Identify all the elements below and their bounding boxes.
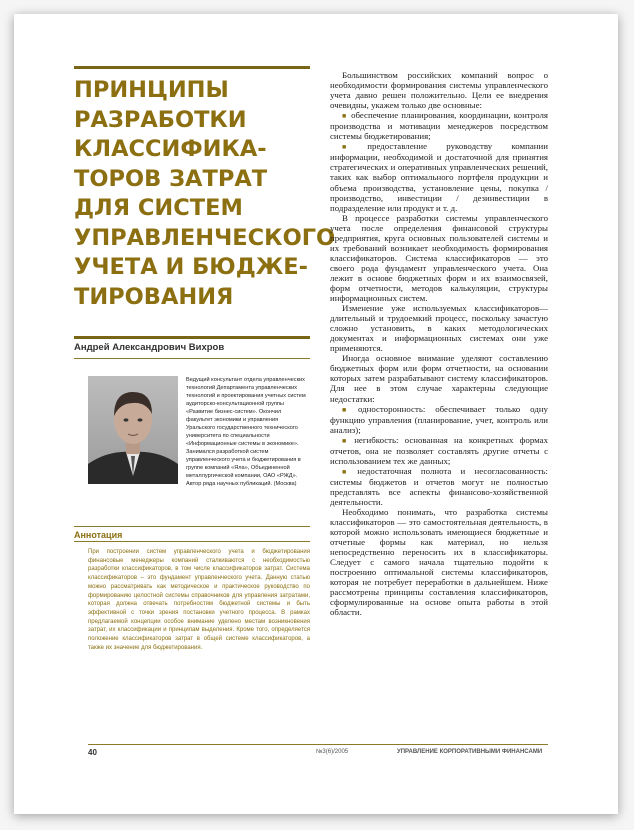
title-line: РАЗРАБОТКИ — [74, 106, 247, 133]
body-paragraph: В процессе разработки системы управленческого учета после определения финансовой структуры предприятия, круга основных пользователей системы и их требований возникает необходимость формирования классификаторов. Система классификаторов — это своего рода фундамент управленческого учета. Она лежит в основе бюджетных форм и их взаимосвязей, форм отчетности, методов калькуляции, структуры информационных систем. — [330, 212, 548, 304]
annotation-text: При построении систем управленческого учета и бюджетирования финансовые менеджеры компаний сталкиваются с необходимостью разработки классификаторов, в том числе классификаторов затрат. Система классификаторов – это фундамент управленческого учета. Данную статью можно рассматривать как методическое и практическое руководство по формированию целостной системы справочников для управления затратами, которая должна отвечать потребностям бюджетной системы и быть эффективной с точки зрения постановки учетного процесса. В рамках предлагаемой концепции особое внимание уделено местам возникновения затрат, их классификации и принципам выделения. Кроме того, определяется положение классификаторов затрат в общей системе классификаторов, а также их значение для бюджетирования. — [88, 549, 310, 651]
article-title — [74, 76, 336, 312]
annotation-heading-rule — [74, 541, 310, 542]
bullet-square-icon: ■ — [342, 143, 364, 152]
title-line: УПРАВЛЕНЧЕСКОГО — [74, 224, 336, 251]
journal-name: УПРАВЛЕНИЕ КОРПОРАТИВНЫМИ ФИНАНСАМИ — [397, 749, 543, 755]
author-portrait-image — [88, 376, 178, 484]
author-name: Андрей Александрович Вихров — [74, 342, 225, 353]
body-paragraph: Необходимо понимать, что разработка системы классификаторов — это самостоятельная деятельность, в которой можно использовать имеющиеся бюджетные и отчетные формы как материал, но нельзя непосредственно переносить их в классификаторы. Следует с самого начала тщательно подойти к построению оптимальной системы классификаторов, которая не потребует переработки в дальнейшем. Ниже рассмотрены принципы составления классификаторов, сформулированные на основе опыта работы в этой области. — [330, 507, 548, 618]
body-paragraph: Иногда основное внимание уделяют составлению бюджетных форм или форм отчетности, на основании которых затем разрабатывают систему классификаторов. Для нее в этом случае характерны следующие недостатки: — [330, 353, 548, 404]
title-line: ТОРОВ ЗАТРАТ — [74, 165, 268, 192]
body-paragraph: Большинством российских компаний вопрос о необходимости формирования системы управленческого учета давно решен положительно. Цели ее внедрения очевидны, укажем только две основные: — [330, 70, 548, 111]
author-photo — [88, 376, 178, 484]
page-number: 40 — [88, 748, 97, 757]
author-rule — [74, 358, 310, 359]
body-bullet-item — [330, 404, 548, 435]
body-bullet-item — [330, 141, 548, 212]
bullet-text: недостаточная полнота и несогласованность: системы бюджетов и отчетов могут не полностью представлять все аспекты финансово-хозяйственной деятельности. — [330, 465, 549, 507]
bullet-text: односторонность: обеспечивает только одну функцию управления (планирование, учет, контроль или анализ); — [330, 403, 548, 435]
article-body — [330, 70, 548, 618]
title-line: ДЛЯ СИСТЕМ — [74, 195, 243, 221]
bullet-text: предоставление руководству компании информации, необходимой и достаточной для принятия стратегических и оперативных управленческих решений, таких как выбор оптимального портфеля продукции и объема производства, установление цены, покупка / производство, инвестиции / дезинвестиции в подразделение или продукт и т. д. — [330, 141, 548, 213]
author-bio: Ведущий консультант отдела управленческих технологий Департамента управленческих технологий и проектирования учетных систем аудиторско-консультационной группы «Развитие бизнес-систем». Окончил факультет экономики и управления Уральского государственного технического университета по специальности «Информационные системы в экономике». Занимался разработкой систем управленческого учета и бюджетирования в группе компаний «Яла», Объединенной металлургической компании, ОАО «РЖД». Автор ряда научных публикаций. (Москва) — [186, 377, 306, 487]
bullet-square-icon: ■ — [342, 467, 354, 476]
bullet-square-icon: ■ — [342, 405, 354, 414]
body-paragraph: Изменение уже используемых классификаторов— длительный и трудоемкий процесс, поскольку зачастую сложно установить, в каких методологических документах и информационных системах они уже применяются. — [330, 303, 548, 354]
title-bottom-rule — [74, 336, 310, 339]
title-top-rule — [74, 66, 310, 69]
body-bullet-item — [330, 110, 548, 141]
title-line: УЧЕТА И БЮДЖЕ- — [74, 254, 309, 280]
title-line: ТИРОВАНИЯ — [74, 283, 234, 310]
body-bullet-item — [330, 435, 548, 466]
bullet-square-icon: ■ — [342, 436, 351, 445]
title-line: ПРИНЦИПЫ — [74, 77, 229, 103]
bullet-square-icon: ■ — [342, 112, 348, 121]
bullet-text: негибкость: основанная на конкретных формах отчетов, она не позволяет составлять другие отчеты с использованием тех же данных; — [330, 434, 548, 466]
body-bullet-item — [330, 466, 548, 507]
title-line: КЛАССИФИКА- — [74, 136, 267, 162]
issue-number: №3(6)/2005 — [316, 749, 349, 755]
annotation-heading: Аннотация — [74, 530, 123, 540]
bullet-text: обеспечение планирования, координации, контроля производства и мотивации менеджеров посредством системы бюджетирования; — [330, 110, 548, 142]
footer-rule — [88, 744, 548, 745]
annotation-top-rule — [74, 526, 310, 527]
